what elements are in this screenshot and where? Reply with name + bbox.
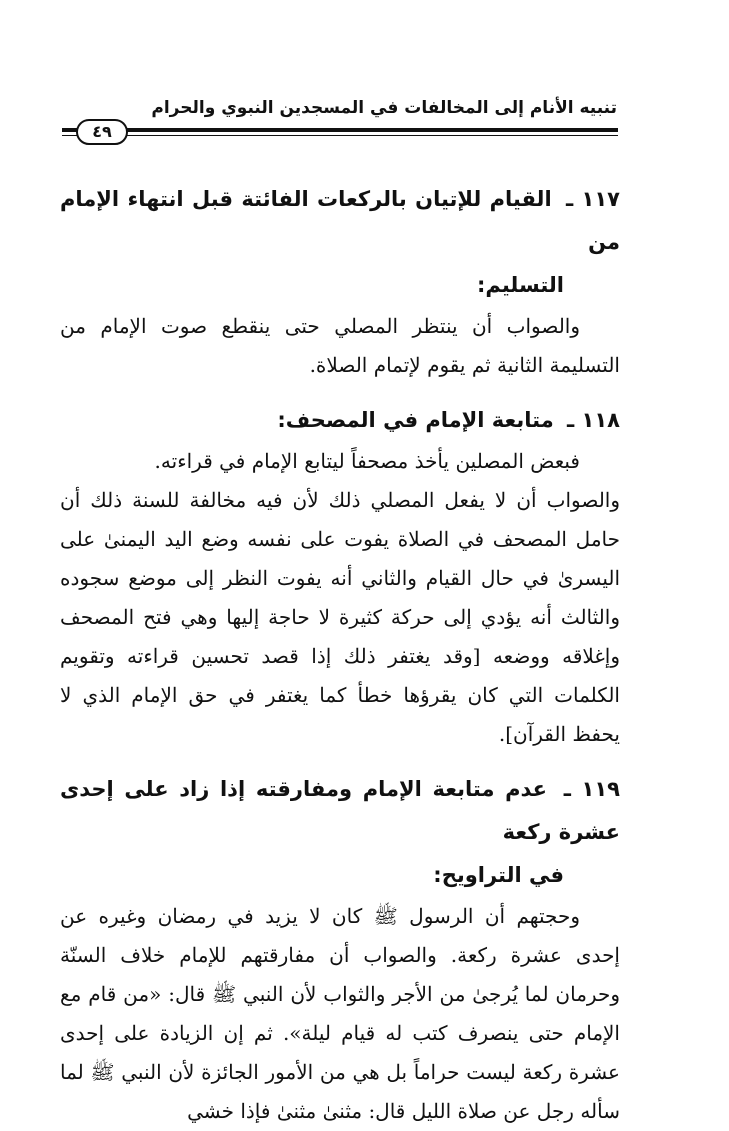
page-content [60, 178, 620, 1131]
header-rule-thin [62, 135, 618, 136]
section-number: ١١٨ ـ [567, 408, 620, 432]
section-117-heading [60, 178, 620, 307]
section-title-line2: التسليم: [476, 273, 564, 297]
section-title-line1: عدم متابعة الإمام ومفارقته إذا زاد على إحدى عشرة ركعة [60, 777, 620, 844]
paragraph: وحجتهم أن الرسول ﷺ كان لا يزيد في رمضان وغيره عن إحدى عشرة ركعة. والصواب أن مفارقتهم للإمام خلاف السنّة وحرمان لما يُرجىٰ من الأجر والثواب لأن النبي ﷺ قال: «من قام مع الإمام حتى ينصرف كتب له قيام ليلة». ثم إن الزيادة على إحدى عشرة ركعة ليست حراماً بل هي من الأمور الجائزة لأن النبي ﷺ لما سأله رجل عن صلاة الليل قال: مثنىٰ مثنىٰ فإذا خشي [60, 904, 620, 1123]
paragraph: والصواب أن ينتظر المصلي حتى ينقطع صوت الإمام من التسليمة الثانية ثم يقوم لإتمام الصلاة. [60, 314, 620, 377]
header-rule [62, 128, 618, 132]
paragraph: فبعض المصلين يأخذ مصحفاً ليتابع الإمام في قراءته. [154, 449, 580, 473]
section-number: ١١٧ ـ [566, 187, 620, 211]
running-title: تنبيه الأنام إلى المخالفات في المسجدين النبوي والحرام [151, 98, 617, 118]
page-number: ٤٩ [76, 119, 128, 145]
section-118-heading [60, 399, 620, 442]
section-title-line2: في التراويح: [433, 863, 564, 887]
section-title-line1: القيام للإتيان بالركعات الفائتة قبل انتهاء الإمام من [60, 187, 620, 254]
section-119-heading [60, 768, 620, 897]
paragraph: والصواب أن لا يفعل المصلي ذلك لأن فيه مخالفة للسنة ذلك أن حامل المصحف في الصلاة يفوت على نفسه وضع اليد اليمنىٰ على اليسرىٰ في حال القيام والثاني أنه يفوت النظر إلى موضع سجوده والثالث أنه يؤدي إلى حركة كثيرة لا حاجة إليها وهي فتح المصحف وإغلاقه ووضعه [وقد يغتفر ذلك إذا قصد تحسين قراءته وتقويم الكلمات التي كان يقرؤها خطأ كما يغتفر في حق الإمام الذي لا يحفظ القرآن]. [60, 488, 620, 746]
section-title-line1: متابعة الإمام في المصحف: [277, 408, 554, 432]
section-number: ١١٩ ـ [563, 777, 620, 801]
